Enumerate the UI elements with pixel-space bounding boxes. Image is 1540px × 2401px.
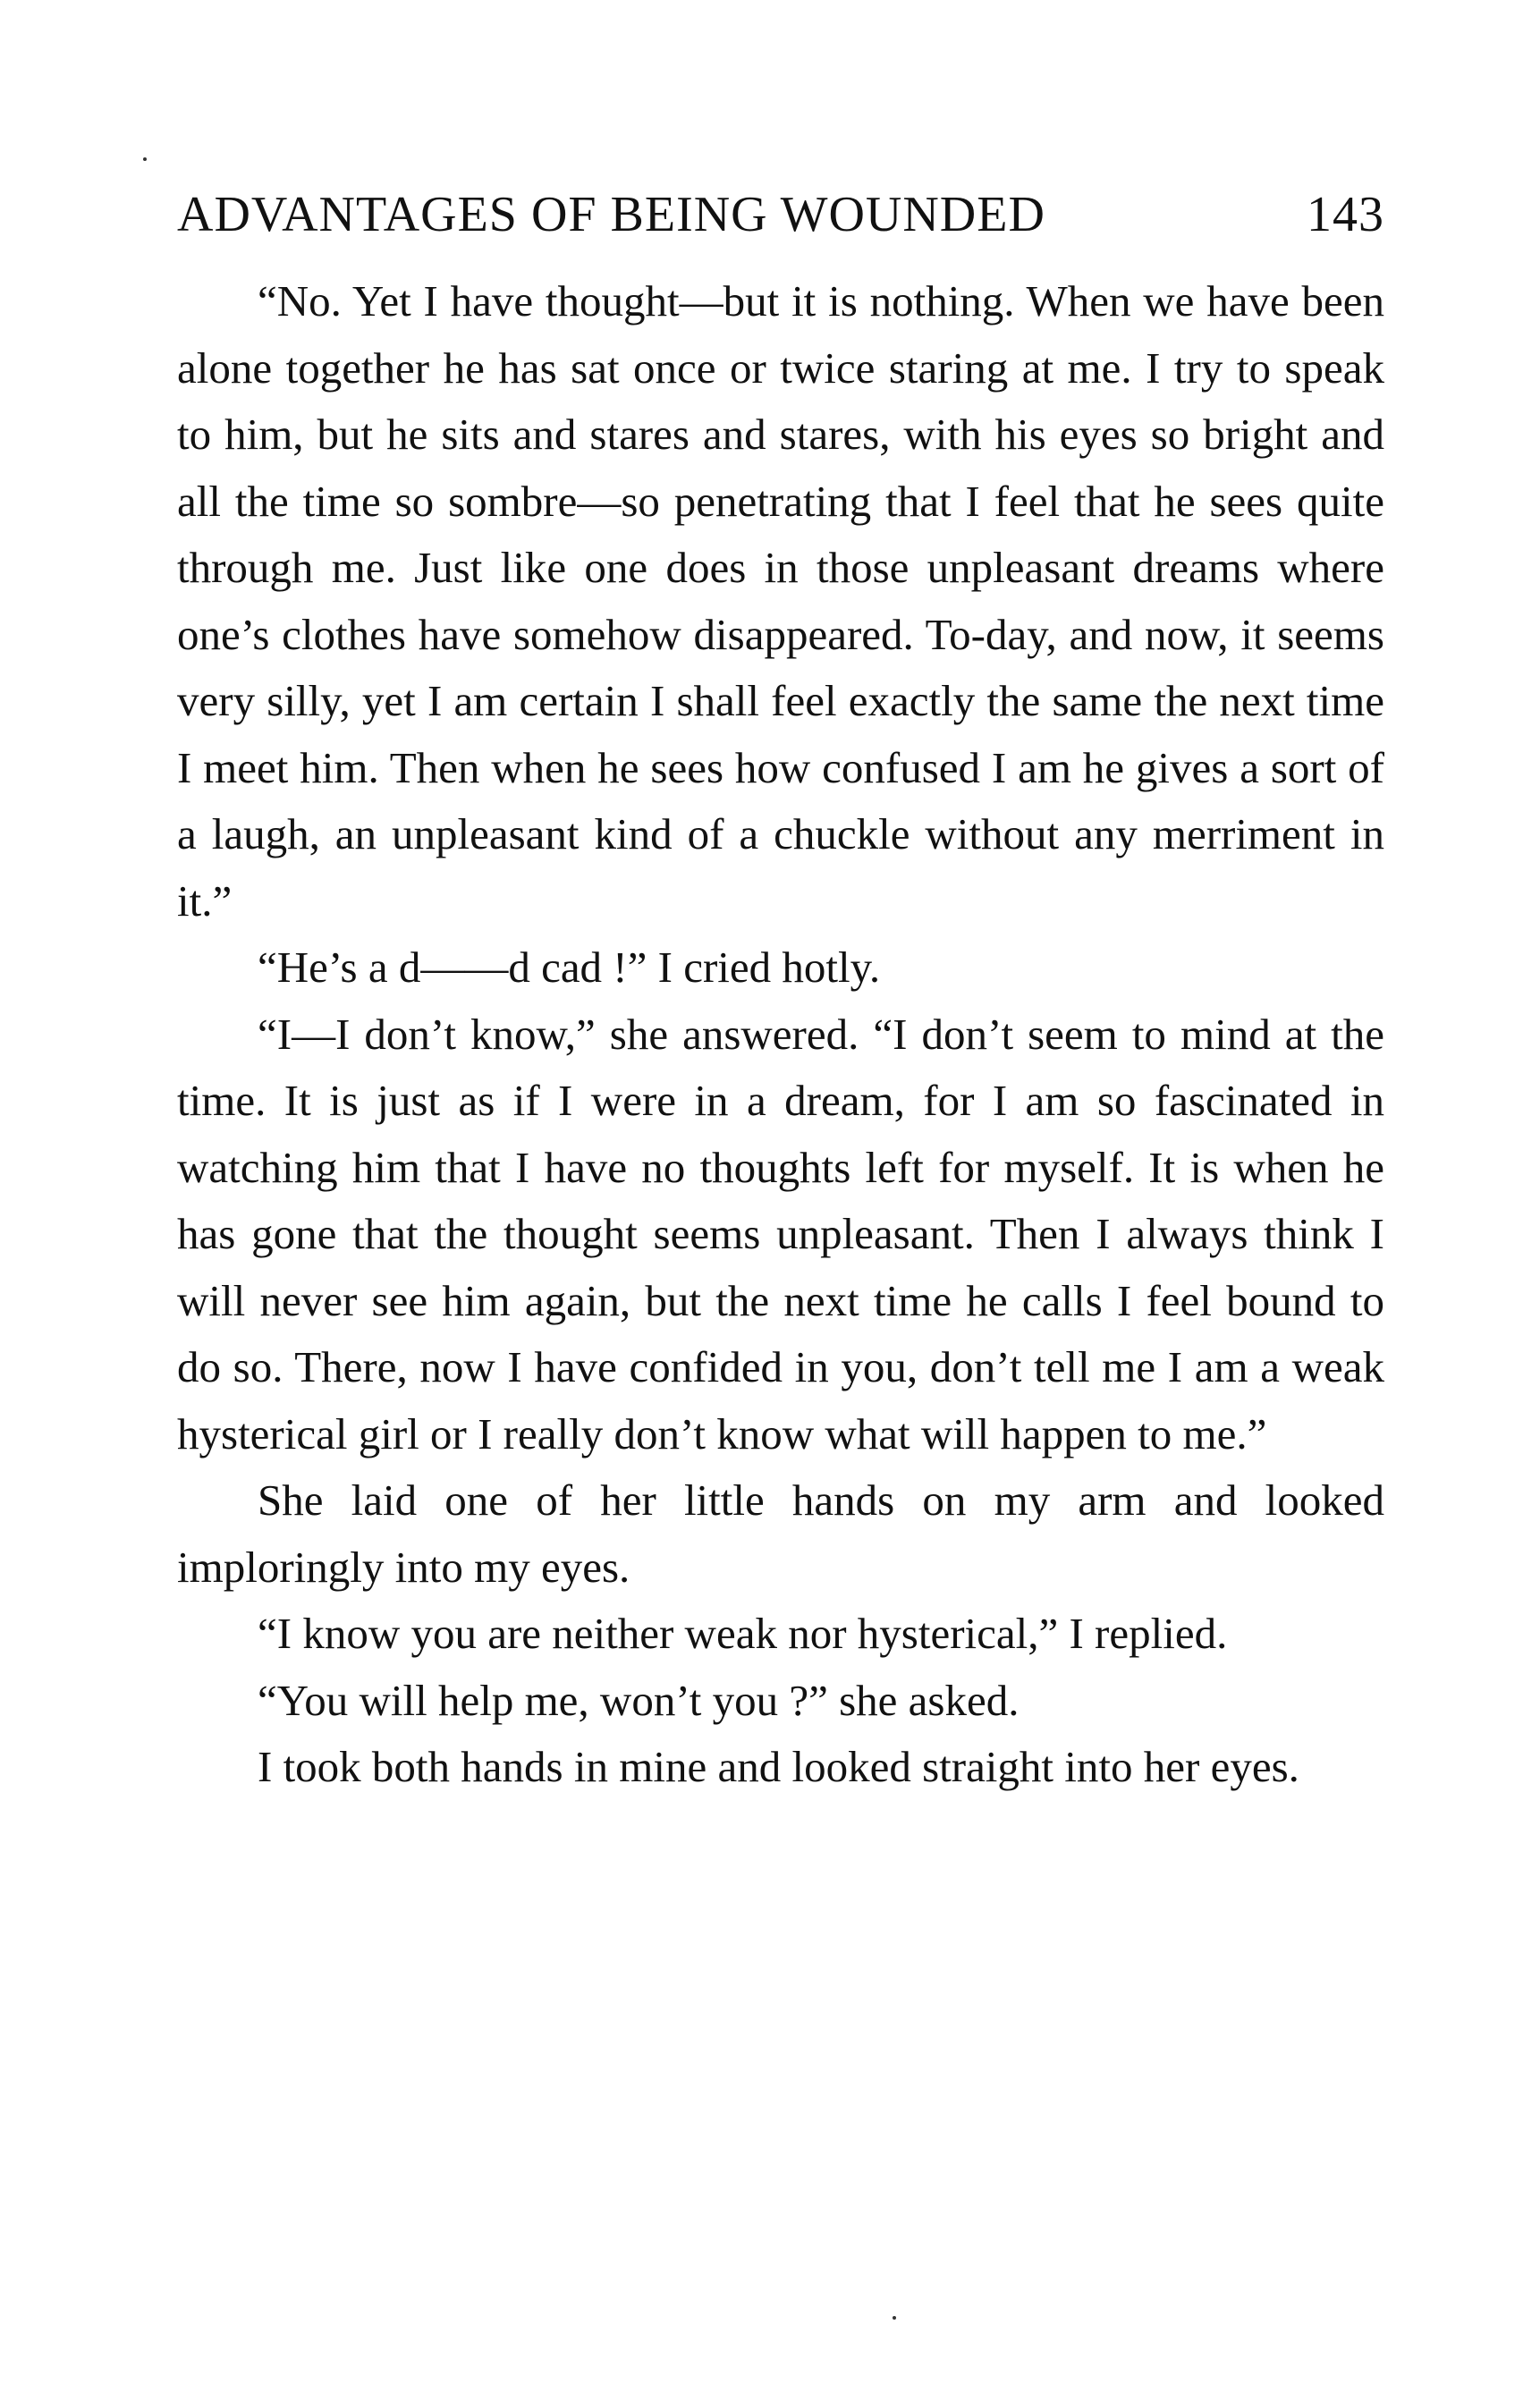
page-number: 143 [1307, 187, 1384, 242]
print-speck [893, 2316, 896, 2320]
paragraph-2: “He’s a d——d cad !” I cried hotly. [258, 943, 881, 992]
paragraph-5: “I know you are neither weak nor hysterical,” I replied. [258, 1609, 1228, 1658]
paragraph-1: “No. Yet I have thought—but it is nothing. When we have been alone together he has sat once or twice staring at me. I try to speak to him, but he sits and stares and stares, with his eyes so bright and all the time so sombre—so penetrating that I feel that he sees quite through me. Just like one does in those unpleasant dreams where one’s clothes have somehow disappeared. To-day, and now, it seems very silly, yet I am certain I shall feel exactly the same the next time I meet him. Then when he sees how confused I am he gives a sort of a laugh, an unpleasant kind of a chuckle without any merriment in it.” [177, 276, 1384, 926]
paragraph-4: She laid one of her little hands on my arm and looked imploringly into my eyes. [177, 1475, 1384, 1592]
running-header [177, 179, 1384, 250]
paragraph-3: “I—I don’t know,” she answered. “I don’t seem to mind at the time. It is just as if I were in a dream, for I am so fascinated in watching him that I have no thoughts left for myself. It is when he has gone that the thought seems unpleasant. Then I always think I will never see him again, but the next time he calls I feel bound to do so. There, now I have confided in you, don’t tell me I am a weak hysterical girl or I really don’t know what will happen to me.” [177, 1009, 1384, 1458]
paragraph-6: “You will help me, won’t you ?” she asked. [258, 1675, 1020, 1725]
chapter-title: ADVANTAGES OF BEING WOUNDED [177, 187, 1045, 242]
print-speck [143, 157, 147, 161]
paragraph-7: I took both hands in mine and looked straight into her eyes. [258, 1742, 1299, 1791]
body-text [177, 268, 1384, 1801]
